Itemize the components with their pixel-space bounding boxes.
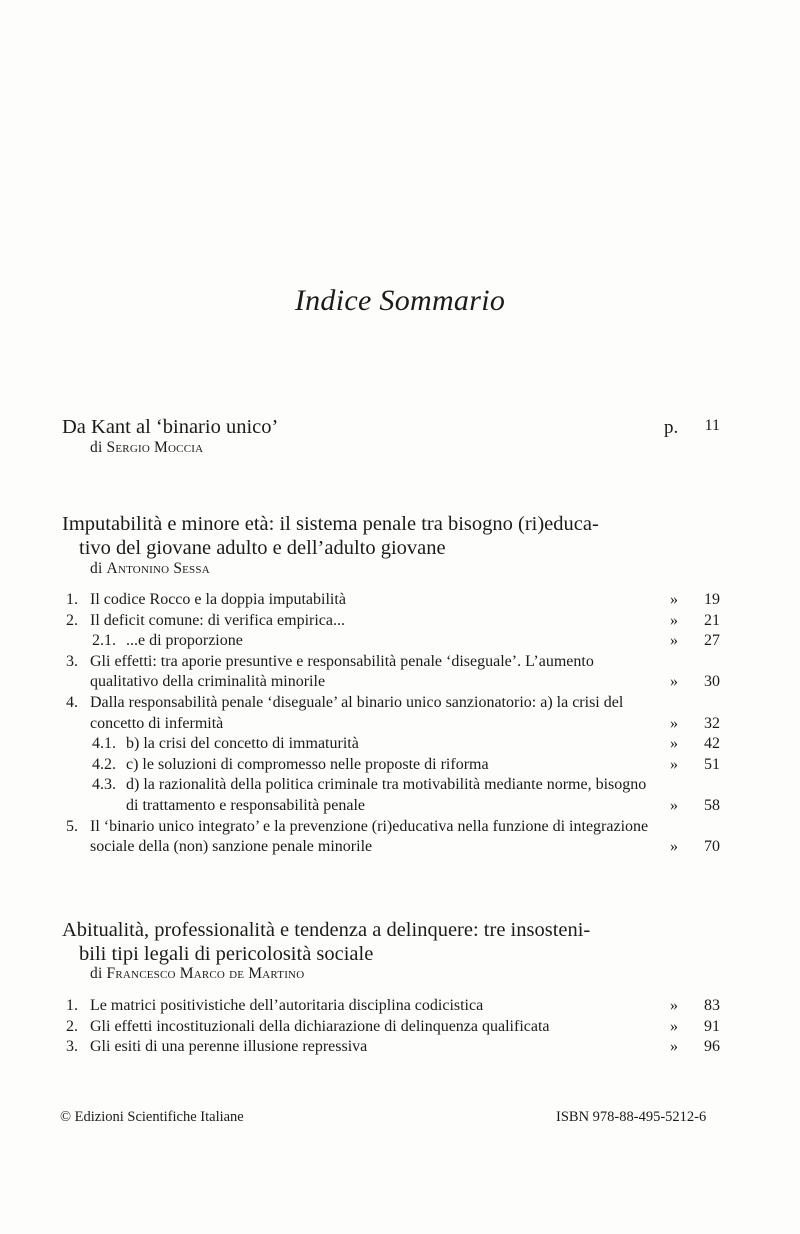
entry-page-number: 21 <box>704 611 720 629</box>
essay-title-line: Da Kant al ‘binario unico’ <box>62 416 279 438</box>
entry-page-number: 70 <box>704 838 720 856</box>
toc-entry[interactable]: 3. Gli esiti di una perenne illusione repressiva » 96 <box>66 1037 726 1058</box>
author-name: Antonino Sessa <box>106 560 210 577</box>
essay-title-2 <box>62 512 599 560</box>
essay-author-3: di Francesco Marco de Martino <box>90 965 305 982</box>
entry-page-number: 91 <box>704 1017 720 1035</box>
entry-page-number: 32 <box>704 714 720 732</box>
toc-entry[interactable]: 1. Le matrici positivistiche dell’autoritaria disciplina codicistica » 83 <box>66 996 726 1017</box>
essay-title-line: bili tipi legali di pericolosità sociale <box>79 943 374 965</box>
entry-page-number: 58 <box>704 796 720 814</box>
essay-title-3 <box>62 918 590 966</box>
author-name: Francesco Marco de Martino <box>106 965 305 982</box>
toc-entry[interactable]: 4.3. d) la razionalità della politica criminale tra motivabilità mediante norme, bisogno di trattamento e responsabilità penale » 58 <box>66 775 726 816</box>
entry-page-number: 19 <box>704 591 720 608</box>
essay-title-line: Imputabilità e minore età: il sistema penale tra bisogno (ri)educa- <box>62 513 599 535</box>
isbn: ISBN 978-88-495-5212-6 <box>556 1109 707 1125</box>
toc-list-essay-3 <box>66 996 726 1058</box>
entry-page-number: 27 <box>704 632 720 650</box>
toc-entry[interactable]: 1. Il codice Rocco e la doppia imputabilità » 19 <box>66 590 726 611</box>
toc-entry[interactable]: 3. Gli effetti: tra aporie presuntive e responsabilità penale ‘diseguale’. L’aumento qualitativo della criminalità minorile » 30 <box>66 652 726 693</box>
essay-page-number: 11 <box>704 417 720 434</box>
toc-entry[interactable]: 4. Dalla responsabilità penale ‘diseguale’ al binario unico sanzionatorio: a) la crisi del concetto di infermità » 32 <box>66 693 726 734</box>
publisher-copyright: © Edizioni Scientifiche Italiane <box>60 1109 244 1125</box>
toc-entry[interactable]: 4.1. b) la crisi del concetto di immaturità » 42 <box>66 734 726 755</box>
toc-entry[interactable]: 5. Il ‘binario unico integrato’ e la prevenzione (ri)educativa nella funzione di integrazione sociale della (non) sanzione penale minorile » 70 <box>66 817 726 858</box>
entry-page-number: 42 <box>704 735 720 753</box>
entry-page-number: 83 <box>704 997 720 1014</box>
essay-author-1: di Sergio Moccia <box>90 439 204 456</box>
page-title: Indice Sommario <box>294 284 506 317</box>
toc-list-essay-2 <box>66 590 726 858</box>
essay-author-2: di Antonino Sessa <box>90 560 210 577</box>
toc-entry[interactable]: 2. Gli effetti incostituzionali della dichiarazione di delinquenza qualificata » 91 <box>66 1017 726 1038</box>
entry-page-number: 51 <box>704 755 720 773</box>
toc-entry[interactable]: 2.1. ...e di proporzione » 27 <box>66 631 726 652</box>
essay-title-1 <box>62 415 278 439</box>
essay-title-line: Abitualità, professionalità e tendenza a delinquere: tre insosteni- <box>62 919 591 941</box>
entry-page-number: 96 <box>704 1038 720 1056</box>
entry-page-number: 30 <box>704 673 720 691</box>
page-prefix: p. <box>664 417 679 438</box>
toc-entry[interactable]: 2. Il deficit comune: di verifica empirica... » 21 <box>66 611 726 632</box>
toc-entry[interactable]: 4.2. c) le soluzioni di compromesso nelle proposte di riforma » 51 <box>66 755 726 776</box>
essay-title-line: tivo del giovane adulto e dell’adulto giovane <box>79 537 446 559</box>
author-name: Sergio Moccia <box>106 439 204 456</box>
